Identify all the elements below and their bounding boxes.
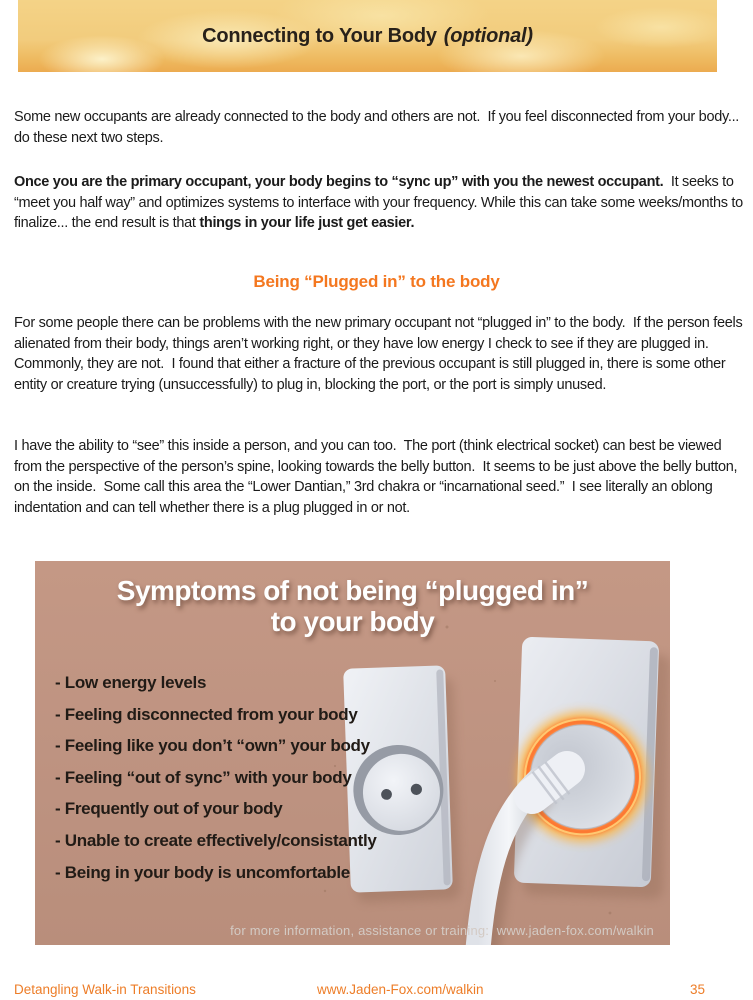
header-banner bbox=[18, 0, 717, 72]
symptom-item: - Unable to create effectively/consistantly bbox=[55, 830, 377, 850]
page-title-text: Connecting to Your Body bbox=[202, 24, 437, 47]
paragraph-problems: For some people there can be problems with the new primary occupant not “plugged in” to the body. If the person feels alienated from their body, things aren’t working right, or they have low energy I check to see if they are plugged in. Commonly, they are not. I found that either a fracture of the previous occupant is still plugged in, there is some other entity or creature trying (unsuccessfully) to plug in, blocking the port, or the port is simply unused. bbox=[14, 315, 747, 393]
page-title bbox=[18, 0, 717, 72]
paragraph-sync-up-middle: It seeks to “meet you half way” and optimizes systems to interface with your frequency. While this can take some weeks/months to finalize... the end result is that bbox=[14, 174, 747, 231]
paragraph-sync-up-bold-tail: things in your life just get easier. bbox=[199, 215, 415, 231]
plugged-socket-icon bbox=[514, 637, 660, 888]
paragraph-sync-up bbox=[14, 172, 746, 234]
symptom-item: - Being in your body is uncomfortable bbox=[55, 862, 350, 882]
symptom-item: - Feeling like you don’t “own” your body bbox=[55, 736, 370, 756]
symptom-item: - Low energy levels bbox=[55, 673, 207, 692]
figure-title-line1: Symptoms of not being “plugged in” bbox=[116, 575, 589, 606]
figure-caption: for more information, assistance or training: www.jaden-fox.com/walkin bbox=[230, 923, 654, 938]
symptom-list bbox=[55, 667, 377, 888]
page-title-optional: (optional) bbox=[443, 24, 533, 47]
section-heading-plugged-in: Being “Plugged in” to the body bbox=[253, 272, 500, 291]
paragraph-intro: Some new occupants are already connected to the body and others are not. If you feel disconnected from your body... do these next two steps. bbox=[14, 109, 743, 146]
symptom-item: - Feeling “out of sync” with your body bbox=[55, 767, 352, 787]
footer-website-link[interactable]: www.Jaden-Fox.com/walkin bbox=[317, 982, 484, 997]
figure-plugged-in bbox=[35, 561, 670, 945]
figure-title-line2: to your body bbox=[270, 606, 435, 637]
paragraph-port: I have the ability to “see” this inside a person, and you can too. The port (think electrical socket) can best be viewed from the perspective of the person’s spine, looking towards the belly button. It seems to be just above the belly button, on the inside. Some call this area the “Lower Dantian,” 3rd chakra or “incarnational seed.” I see literally an oblong indentation and can tell whether there is a plug plugged in or not. bbox=[14, 438, 741, 516]
footer-page-number: 35 bbox=[690, 982, 706, 997]
footer-book-title: Detangling Walk-in Transitions bbox=[14, 982, 196, 997]
symptom-item: - Frequently out of your body bbox=[55, 799, 283, 819]
symptom-item: - Feeling disconnected from your body bbox=[55, 704, 358, 724]
paragraph-sync-up-bold-lead: Once you are the primary occupant, your body begins to “sync up” with you the newest occupant. bbox=[14, 174, 664, 190]
